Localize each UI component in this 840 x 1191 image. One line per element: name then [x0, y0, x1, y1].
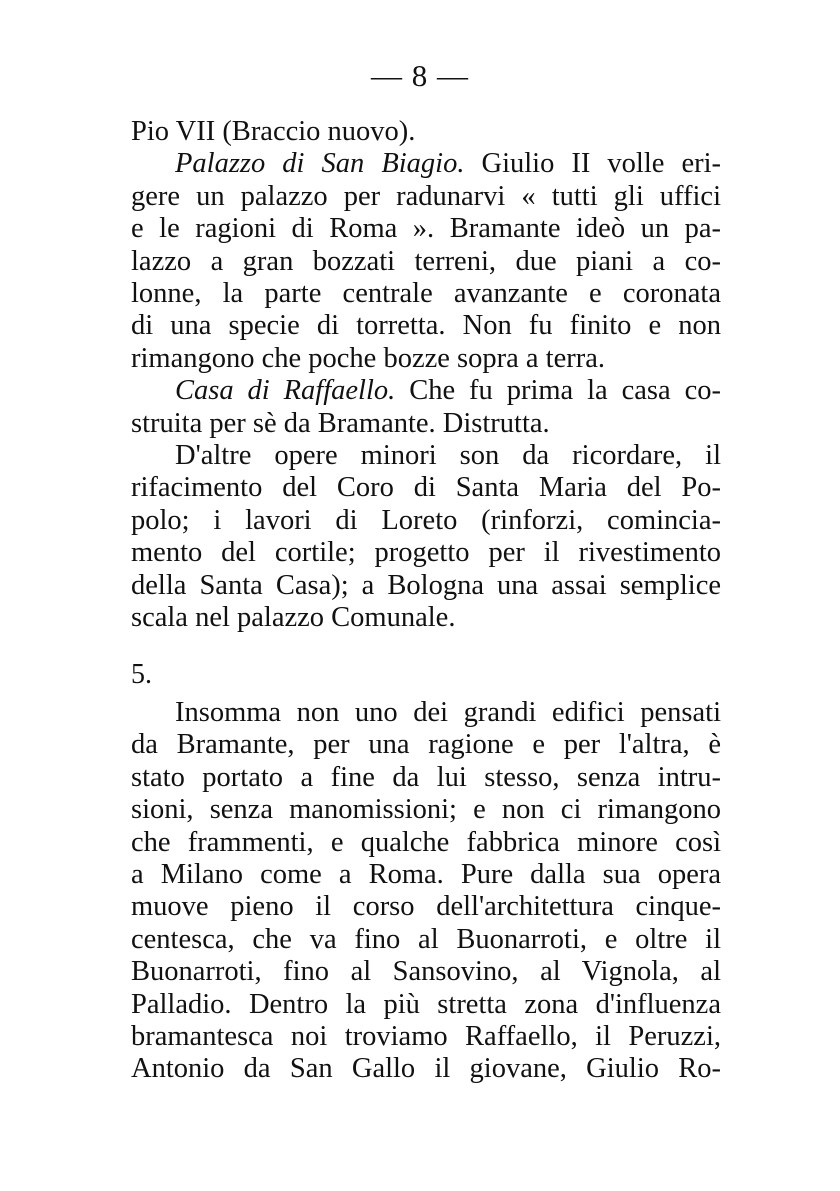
text-line: a Milano come a Roma. Pure dalla sua opera: [131, 858, 721, 890]
text-line: Pio VII (Braccio nuovo).: [131, 116, 416, 147]
text-line: stato portato a fine da lui stesso, senza intru-: [131, 761, 721, 793]
text-line: di una specie di torretta. Non fu finito e non: [131, 310, 721, 342]
text-line: bramantesca noi troviamo Raffaello, il Peruzzi,: [131, 1020, 721, 1052]
page-number: — 8 —: [371, 58, 469, 93]
text-line: lazzo a gran bozzati terreni, due piani a co-: [131, 245, 721, 277]
text-line: mento del cortile; progetto per il rivestimento: [131, 537, 721, 569]
text-line: gere un palazzo per radunarvi « tutti gli uffici: [131, 180, 721, 212]
text-line: sioni, senza manomissioni; e non ci rimangono: [131, 794, 721, 826]
text-line: muove pieno il corso dell'architettura cinque-: [131, 891, 721, 923]
italic-title-palazzo: Palazzo di San Biagio.: [175, 148, 465, 180]
text-line: polo; i lavori di Loreto (rinforzi, comincia-: [131, 504, 721, 536]
text-line: Palladio. Dentro la più stretta zona d'influenza: [131, 988, 721, 1020]
text-line: che frammenti, e qualche fabbrica minore così: [131, 826, 721, 858]
text-line: e le ragioni di Roma ». Bramante ideò un pa-: [131, 213, 721, 245]
text-line: lonne, la parte centrale avanzante e coronata: [131, 278, 721, 310]
text-line: centesca, che va fino al Buonarroti, e oltre il: [131, 923, 721, 955]
text-line: della Santa Casa); a Bologna una assai semplice: [131, 569, 721, 601]
text-line: rifacimento del Coro di Santa Maria del Po-: [131, 472, 721, 504]
text-line: Buonarroti, fino al Sansovino, al Vignola, al: [131, 956, 721, 988]
text-line: D'altre opere minori son da ricordare, il: [175, 440, 721, 472]
text-line: da Bramante, per una ragione e per l'altra, è: [131, 729, 721, 761]
italic-title-casa: Casa di Raffaello.: [175, 375, 396, 407]
body-text: [131, 116, 721, 1086]
text-line: Casa di Raffaello. Che fu prima la casa co-: [175, 375, 721, 407]
section-number: 5.: [131, 658, 152, 690]
text-line: Insomma non uno dei grandi edifici pensati: [175, 696, 721, 728]
text-line: struita per sè da Bramante. Distrutta.: [131, 407, 550, 439]
text-line: Antonio da San Gallo il giovane, Giulio Ro-: [131, 1053, 721, 1085]
text-line: rimangono che poche bozze sopra a terra.: [131, 342, 605, 374]
text-line: scala nel palazzo Comunale.: [131, 602, 456, 634]
text-line: Palazzo di San Biagio. Giulio II volle eri-: [175, 148, 721, 180]
